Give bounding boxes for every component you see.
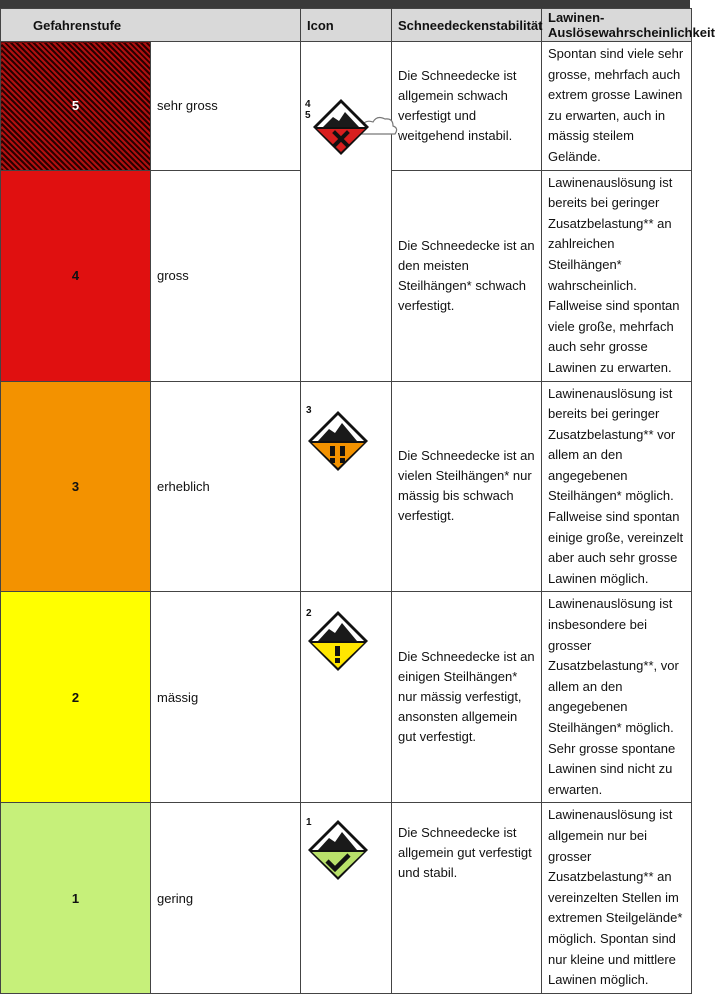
level-number-1: 1 — [1, 803, 151, 993]
level-number-5: 5 — [1, 42, 151, 171]
level-number-4: 4 — [1, 170, 151, 381]
danger-3-double-exclamation-icon — [307, 410, 369, 472]
icon-label-5: 5 — [305, 110, 311, 121]
header-stability: Schneedeckenstabilität — [392, 9, 542, 42]
danger-4-5-cross-icon — [311, 97, 399, 167]
icon-cell-level-1 — [301, 803, 392, 993]
icon-label-3: 3 — [306, 404, 312, 416]
danger-1-check-icon — [307, 819, 369, 881]
level-number-3: 3 — [1, 381, 151, 592]
stability-level-2: Die Schneedecke ist an einigen Steilhängen* nur mässig verfestigt, ansonsten allgemein gut verfestigt. — [392, 592, 542, 803]
icon-label-2: 2 — [306, 608, 312, 620]
probability-level-3: Lawinenauslösung ist bereits bei geringer Zusatzbelastung** vor allem an den angegebenen Steilhängen* möglich. Fallweise sind spontan einige große, vereinzelt aber auch sehr grosse Lawinen möglich. — [542, 381, 692, 592]
top-border-bar — [0, 0, 690, 8]
table-row-level-2 — [1, 592, 692, 803]
stability-level-4: Die Schneedecke ist an den meisten Steilhängen* schwach verfestigt. — [392, 170, 542, 381]
level-name-5: sehr gross — [151, 42, 301, 171]
header-probability: Lawinen-Auslösewahrscheinlichkeit — [542, 9, 692, 42]
table-row-level-3 — [1, 381, 692, 592]
icon-cell-level-2 — [301, 592, 392, 803]
level-name-3: erheblich — [151, 381, 301, 592]
table-row-level-5 — [1, 42, 692, 171]
header-icon: Icon — [301, 9, 392, 42]
probability-level-4: Lawinenauslösung ist bereits bei geringer Zusatzbelastung** an zahlreichen Steilhängen* wahrscheinlich. Fallweise sind spontan viele große, mehrfach auch sehr grosse Lawinen zu erwarten. — [542, 170, 692, 381]
stability-level-3: Die Schneedecke ist an vielen Steilhängen* nur mässig bis schwach verfestigt. — [392, 381, 542, 592]
probability-level-2: Lawinenauslösung ist insbesondere bei grosser Zusatzbelastung**, vor allem an den angegebenen Steilhängen* möglich. Sehr grosse spontane Lawinen sind nicht zu erwarten. — [542, 592, 692, 803]
icon-cell-level-4-5 — [301, 42, 392, 382]
level-name-4: gross — [151, 170, 301, 381]
stability-level-5: Die Schneedecke ist allgemein schwach verfestigt und weitgehend instabil. — [392, 42, 542, 171]
icon-label-4: 4 — [305, 99, 311, 110]
level-name-2: mässig — [151, 592, 301, 803]
level-name-1: gering — [151, 803, 301, 993]
level-number-2: 2 — [1, 592, 151, 803]
avalanche-danger-table — [0, 8, 715, 994]
stability-level-1: Die Schneedecke ist allgemein gut verfestigt und stabil. — [392, 803, 542, 993]
table-row-level-1 — [1, 803, 692, 993]
header-row — [1, 9, 692, 42]
probability-level-5: Spontan sind viele sehr grosse, mehrfach auch extrem grosse Lawinen zu erwarten, auch in mässig steilem Gelände. — [542, 42, 692, 171]
icon-label-1: 1 — [306, 817, 312, 829]
danger-2-exclamation-icon — [307, 610, 369, 672]
header-level: Gefahrenstufe — [1, 9, 301, 42]
probability-level-1: Lawinenauslösung ist allgemein nur bei grosser Zusatzbelastung** an vereinzelten Stellen im extremen Steilgelände* möglich. Spontan sind nur kleine und mittlere Lawinen möglich. — [542, 803, 692, 993]
icon-cell-level-3 — [301, 381, 392, 592]
